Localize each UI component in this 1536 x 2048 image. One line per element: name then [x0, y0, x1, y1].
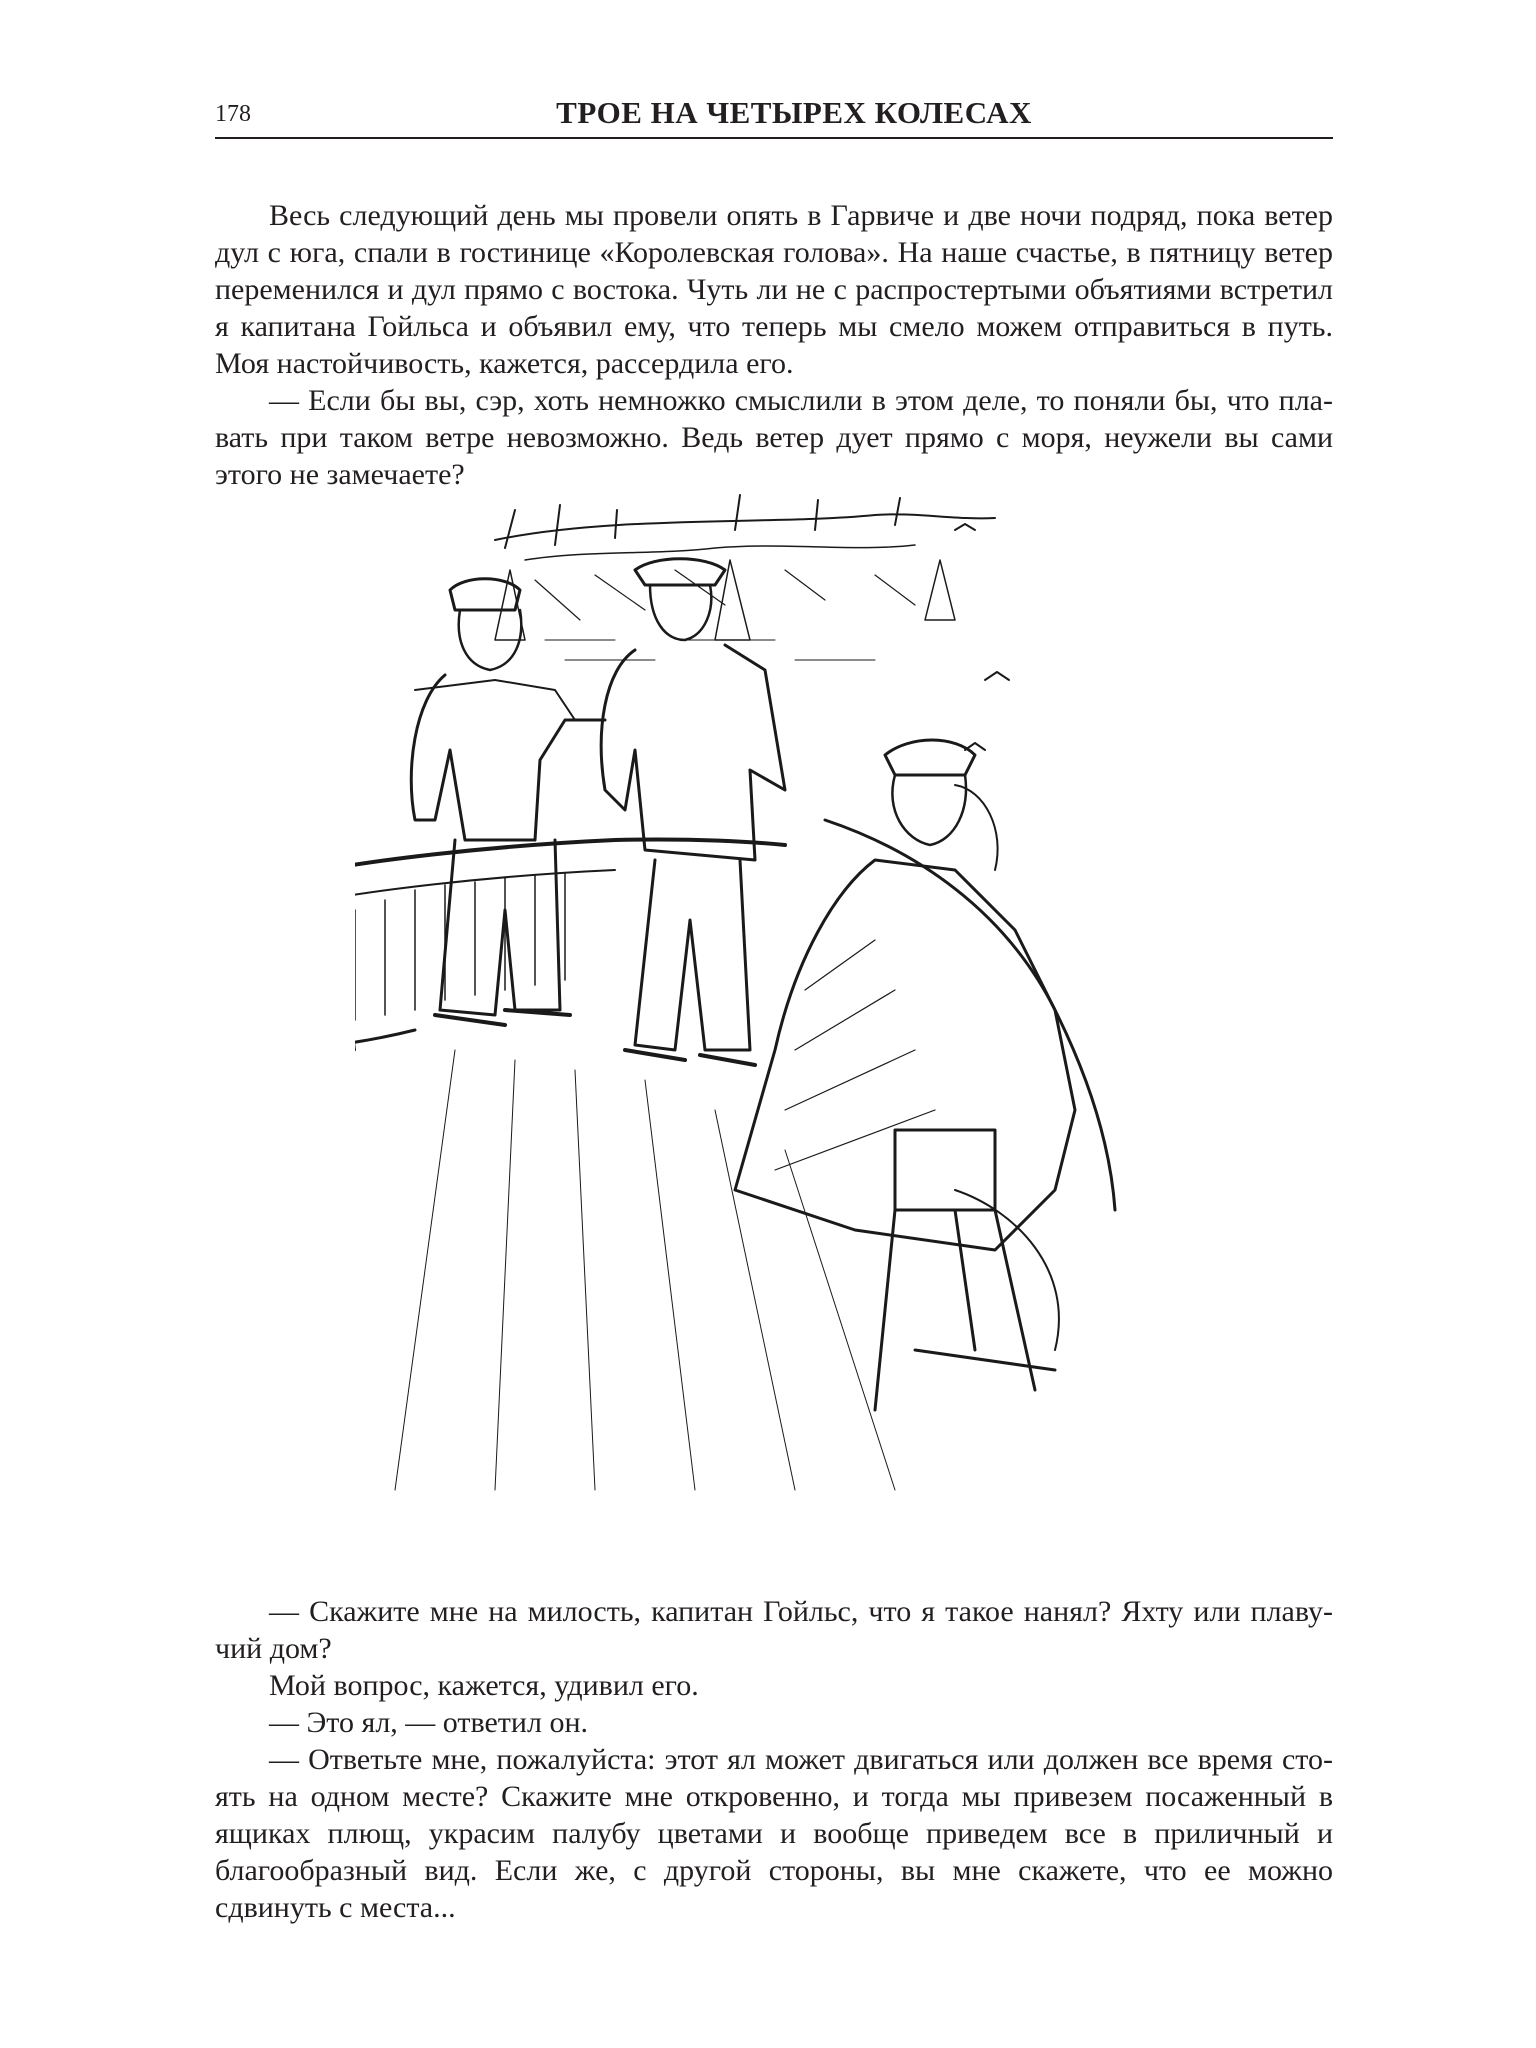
- page-number: 178: [215, 101, 251, 127]
- yacht-deck-illustration-icon: [355, 490, 1210, 1550]
- paragraph: — Ответьте мне, пожалуйста: этот ял может двигаться или должен все время стоять на одном месте? Скажите мне откровенно, и тогда мы привезем посаженный в ящиках плющ, украсим палубу цветами и вообще приведем все в приличный и благообразный вид. Если же, с другой стороны, вы мне скажете, что ее можно сдвинуть с места...: [215, 1743, 1333, 1924]
- paragraph: Весь следующий день мы провели опять в Гарвиче и две ночи подряд, пока ветер дул с юга, спали в гостинице «Королевская голова». На наше счастье, в пятницу ветер переменился и дул прямо с востока. Чуть ли не с распростертыми объятиями встретил я капитана Гойльса и объявил ему, что теперь мы смело можем отправиться в путь. Моя настойчивость, кажется, рассердила его.: [215, 199, 1333, 380]
- running-head: [215, 95, 1333, 139]
- paragraph: — Если бы вы, сэр, хоть немножко смыслили в этом деле, то поняли бы, что плавать при таком ветре невозможно. Ведь ветер дует прямо с моря, неужели вы сами этого не замечаете?: [215, 384, 1333, 491]
- paragraph: Мой вопрос, кажется, удивил его.: [269, 1669, 699, 1702]
- paragraph: — Скажите мне на милость, капитан Гойльс, что я такое нанял? Яхту или плавучий дом?: [215, 1595, 1333, 1665]
- book-title: ТРОЕ НА ЧЕТЫРЕХ КОЛЕСАХ: [556, 95, 1032, 130]
- text-block-bottom: [215, 1593, 1333, 1926]
- text-block-top: [215, 197, 1333, 493]
- paragraph: — Это ял, — ответил он.: [269, 1706, 588, 1739]
